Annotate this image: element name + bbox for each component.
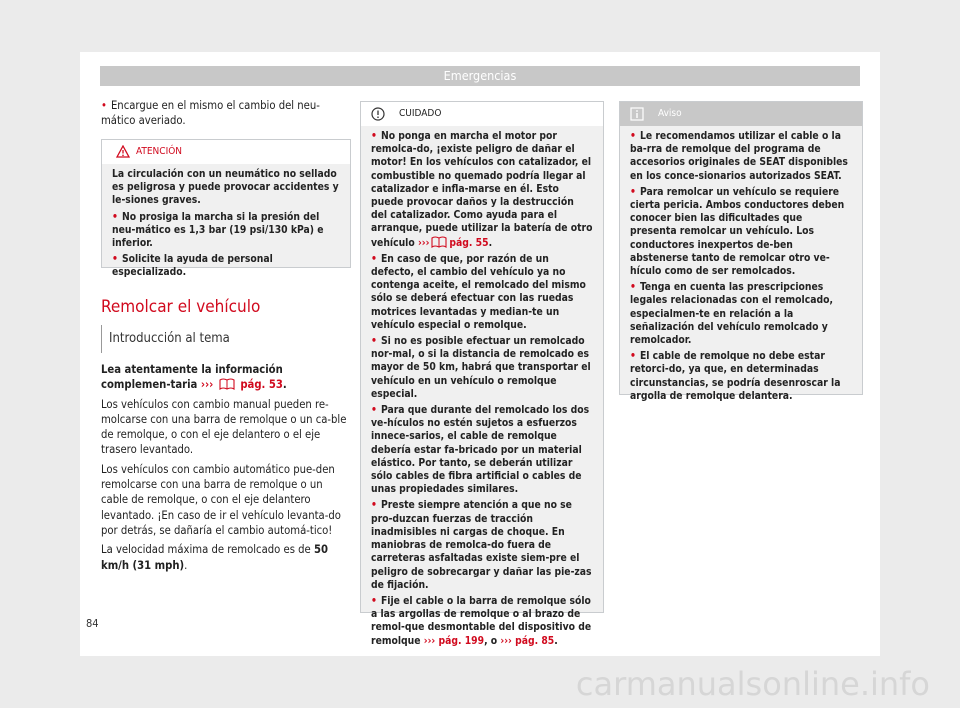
page-header: Emergencias	[100, 66, 860, 86]
cuidado-box	[360, 101, 604, 647]
aviso-header	[620, 102, 862, 126]
aviso-bullet-4: • El cable de remolque no debe estar retorci-do, ya que, en determinadas circunstancias, se podría desenroscar la argolla de remolque delantera.	[630, 350, 841, 402]
page-number: 84	[86, 617, 99, 630]
cuidado-bullet-3: • Si no es posible efectuar un remolcado nor-mal, o si la distancia de remolcado es mayor de 50 km, habrá que transportar el vehículo en un vehículo o remolque especial.	[371, 335, 591, 400]
section-title: Remolcar el vehículo	[101, 297, 261, 317]
atencion-title: ATENCIÓN	[136, 146, 183, 157]
ref-link-85[interactable]: ››› pág. 85	[500, 634, 555, 647]
cuidado-body	[361, 126, 603, 648]
atencion-box	[101, 139, 351, 279]
cuidado-bullet-5: • Preste siempre atención a que no se pro-duzcan fuerzas de tracción inadmisibles ni cargas de choque. En maniobras de remolca-do fuera de carreteras asfaltadas existe siem-pre el peligro de sobrecargar y dañar las pie-zas de fijación.	[371, 499, 592, 591]
atencion-header	[102, 140, 350, 164]
cuidado-bullet-4: • Para que durante del remolcado los dos ve-hículos no estén sujetos a esfuerzos innece-sarios, el cable de remolque debería estar fa-bricado por un material elástico. Por tanto, se deberán utilizar sólo cables de fibra artificial o cables de unas propiedades similares.	[371, 404, 590, 496]
info-icon	[630, 107, 644, 121]
intro-bullet: • Encargue en el mismo el cambio del neu-mático averiado.	[101, 99, 320, 128]
paragraph-manual: Los vehículos con cambio manual pueden re-molcarse con una barra de remolque o un ca-ble de remolque, o con el eje delantero o el eje trasero levantado.	[101, 397, 347, 457]
aviso-body	[620, 126, 862, 403]
paragraph-speed: La velocidad máxima de remolcado es de 50 km/h (31 mph).	[101, 543, 328, 572]
cuidado-bullet-6: • Fije el cable o la barra de remolque sólo a las argollas de remolque o al brazo de remol-que desmontable del dispositivo de remolque ››› pág. 199, o ››› pág. 85.	[371, 594, 592, 647]
cuidado-bullet-1: • No ponga en marcha el motor por remolca-do, ¡existe peligro de dañar el motor! En los vehículos con catalizador, el combustible no quemado podría llegar al catalizador e infla-marse en él. Esto puede provocar daños y la destrucción del catalizador. Como ayuda para el arranque, puede utilizar la batería de otro vehículo ››› pág. 55.	[371, 130, 593, 249]
atencion-bullet-1: • No prosiga la marcha si la presión del neu-mático es 1,3 bar (19 psi/130 kPa) e inferior.	[112, 210, 324, 250]
subsection-divider	[101, 325, 102, 353]
aviso-bullet-3: • Tenga en cuenta las prescripciones legales relacionadas con el remolcado, especialmen-te en relación a la señalización del vehículo remolcado y remolcador.	[630, 281, 833, 347]
atencion-bullet-2: • Solicite la ayuda de personal especializado.	[112, 253, 273, 279]
book-icon	[219, 378, 235, 390]
cuidado-title: CUIDADO	[399, 108, 442, 119]
bullet-icon: •	[101, 99, 107, 112]
warning-icon	[116, 145, 130, 158]
atencion-body	[102, 164, 350, 280]
max-speed: 50 km/h (31 mph)	[101, 543, 328, 572]
caution-icon	[371, 107, 385, 121]
aviso-title: Aviso	[658, 108, 682, 119]
intro-text	[101, 362, 351, 573]
cuidado-bullet-2: • En caso de que, por razón de un defecto, el cambio del vehículo ya no contenga aceite, el remolcado del mismo sólo se deberá efectuar con las ruedas motrices levantadas y median-te un vehículo especial o remolque.	[371, 252, 586, 331]
book-icon	[431, 236, 447, 248]
aviso-bullet-1: • Le recomendamos utilizar el cable o la ba-rra de remolque del programa de accesorios originales de SEAT disponibles en los conce-sionarios autorizados SEAT.	[630, 130, 848, 182]
intro-arrows[interactable]: ›››	[200, 378, 214, 392]
cuidado-header	[361, 102, 603, 126]
intro-bold-paragraph: Lea atentamente la información complemen-taria ››› pág. 53.	[101, 363, 287, 392]
watermark: carmanualsonline.info	[575, 665, 930, 703]
atencion-text: La circulación con un neumático no sellado es peligrosa y puede provocar accidentes y le-siones graves.	[112, 168, 339, 207]
aviso-box	[619, 101, 863, 402]
paragraph-automatic: Los vehículos con cambio automático pue-den remolcarse con una barra de remolque o un cable de remolque, o con el eje delantero levantado. ¡En caso de ir el vehículo levanta-do por detrás, se dañaría el cambio automá-tico!	[101, 462, 341, 537]
cuidado-page-ref[interactable]: pág. 55	[449, 236, 489, 249]
intro-page-ref[interactable]: pág. 53	[240, 378, 283, 392]
aviso-bullet-2: • Para remolcar un vehículo se requiere cierta pericia. Ambos conductores deben conocer bien las dificultades que presenta remolcar un vehículo. Los conductores inexpertos de-ben abstenerse tanto de remolcar otro ve-hículo como de ser remolcados.	[630, 185, 845, 278]
ref-link-199[interactable]: ››› pág. 199	[423, 634, 485, 647]
subsection-title: Introducción al tema	[109, 331, 230, 346]
